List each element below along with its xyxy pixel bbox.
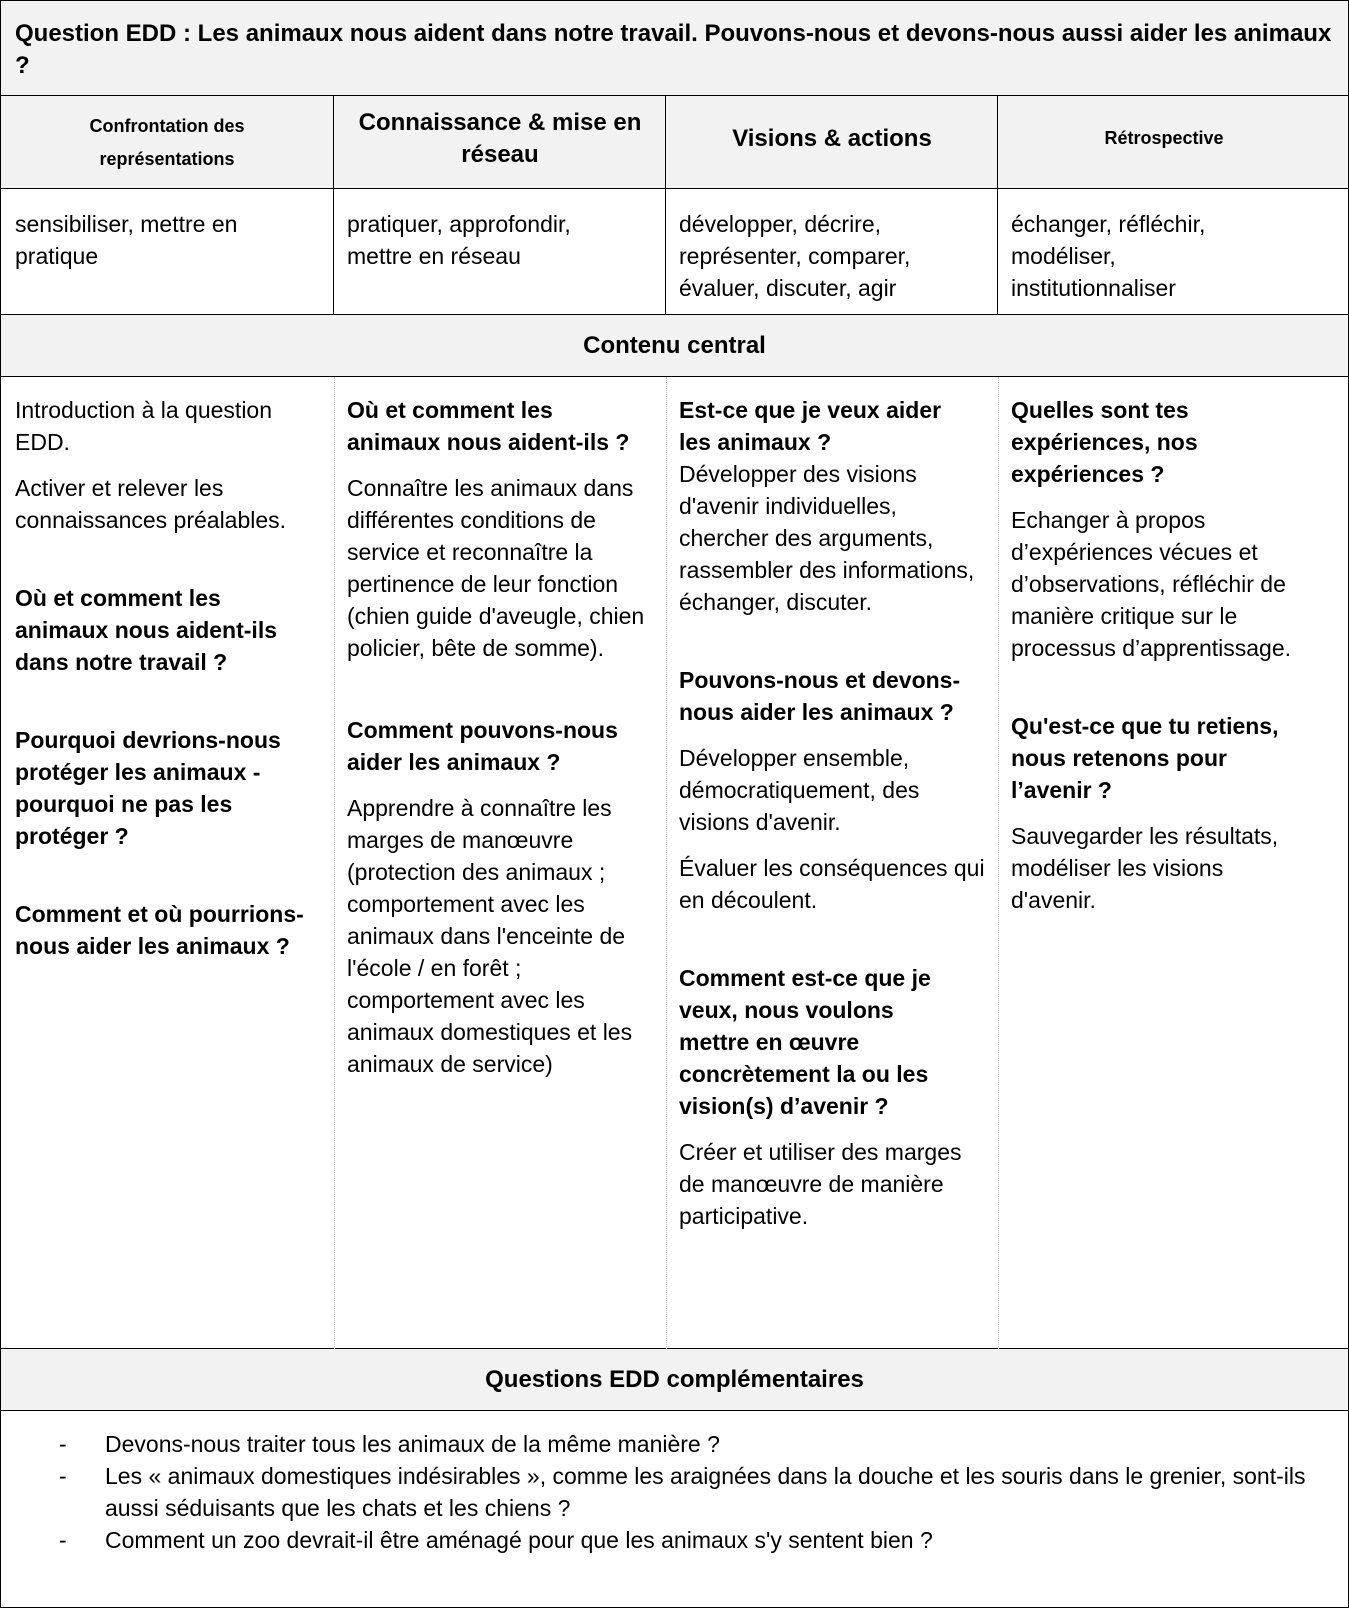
verbs-col-4: échanger, réfléchir, modéliser, institutionnaliser: [1011, 211, 1206, 301]
list-item: - Devons-nous traiter tous les animaux de la même manière ?: [59, 1431, 720, 1457]
phase-connaissance: Connaissance & mise en réseau: [358, 109, 642, 168]
content-col-visions: [679, 394, 989, 1246]
col2-question-2: Comment pouvons-nous aider les animaux ?: [347, 717, 618, 775]
col1-activate: Activer et relever les connaissances préalables.: [15, 475, 287, 533]
col3-question-3: Comment est-ce que je veux, nous voulons mettre en œuvre concrètement la ou les vision(s) d’avenir ?: [679, 965, 931, 1119]
phase-visions: Visions & actions: [732, 125, 932, 152]
col2-text-2: Apprendre à connaître les marges de manœuvre (protection des animaux ; comportement avec les animaux dans l'enceinte de l'école / en forêt ; comportement avec les animaux domestiques et les animaux de service): [347, 795, 633, 1077]
complementary-questions-title: Questions EDD complémentaires: [485, 1366, 864, 1393]
central-content-title: Contenu central: [583, 332, 766, 359]
col3-question-2: Pouvons-nous et devons-nous aider les animaux ?: [679, 667, 961, 725]
col1-question-1: Où et comment les animaux nous aident-ils dans notre travail ?: [15, 585, 277, 675]
phase-retrospective: Rétrospective: [1104, 127, 1224, 148]
list-item: - Les « animaux domestiques indésirables », comme les araignées dans la douche et les souris dans le grenier, sont-ils aussi séduisants que les chats et les chiens ?: [59, 1463, 1306, 1521]
phase-confrontation: Confrontation des représentations: [89, 116, 245, 169]
edd-question-title: Question EDD : Les animaux nous aident dans notre travail. Pouvons-nous et devons-nous aussi aider les animaux ?: [15, 20, 1332, 79]
col1-intro: Introduction à la question EDD.: [15, 397, 273, 455]
col1-question-2: Pourquoi devrions-nous protéger les animaux - pourquoi ne pas les protéger ?: [15, 727, 281, 849]
col3-text-3: Créer et utiliser des marges de manœuvre de manière participative.: [679, 1139, 962, 1229]
col4-question-2: Qu'est-ce que tu retiens, nous retenons pour l’avenir ?: [1011, 713, 1279, 803]
col2-text-1: Connaître les animaux dans différentes conditions de service et reconnaître la pertinence de leur fonction (chien guide d'aveugle, chien policier, bête de somme).: [347, 475, 645, 661]
content-col-confrontation: [15, 394, 315, 976]
col3-text-1: Développer des visions d'avenir individuelles, chercher des arguments, rassembler des informations, échanger, discuter.: [679, 461, 975, 615]
verbs-col-2: pratiquer, approfondir, mettre en réseau: [347, 211, 571, 269]
verbs-col-1: sensibiliser, mettre en pratique: [15, 211, 238, 269]
verbs-col-3: développer, décrire, représenter, comparer, évaluer, discuter, agir: [679, 211, 911, 301]
col4-question-1: Quelles sont tes expériences, nos expériences ?: [1011, 397, 1198, 487]
col1-question-3: Comment et où pourrions-nous aider les animaux ?: [15, 901, 304, 959]
col3-text-2a: Développer ensemble, démocratiquement, des visions d'avenir.: [679, 745, 920, 835]
content-col-connaissance: [347, 394, 657, 1094]
content-col-retrospective: [1011, 394, 1311, 930]
complementary-questions-list: [59, 1428, 1335, 1556]
col3-question-1: Est-ce que je veux aider les animaux ?: [679, 397, 942, 455]
col4-text-1: Echanger à propos d’expériences vécues et d’observations, réfléchir de manière critique sur le processus d’apprentissage.: [1011, 507, 1291, 661]
col3-text-2b: Évaluer les conséquences qui en découlent.: [679, 855, 985, 913]
col2-question-1: Où et comment les animaux nous aident-ils ?: [347, 397, 630, 455]
col4-text-2: Sauvegarder les résultats, modéliser les visions d'avenir.: [1011, 823, 1279, 913]
list-item: - Comment un zoo devrait-il être aménagé pour que les animaux s'y sentent bien ?: [59, 1527, 933, 1553]
